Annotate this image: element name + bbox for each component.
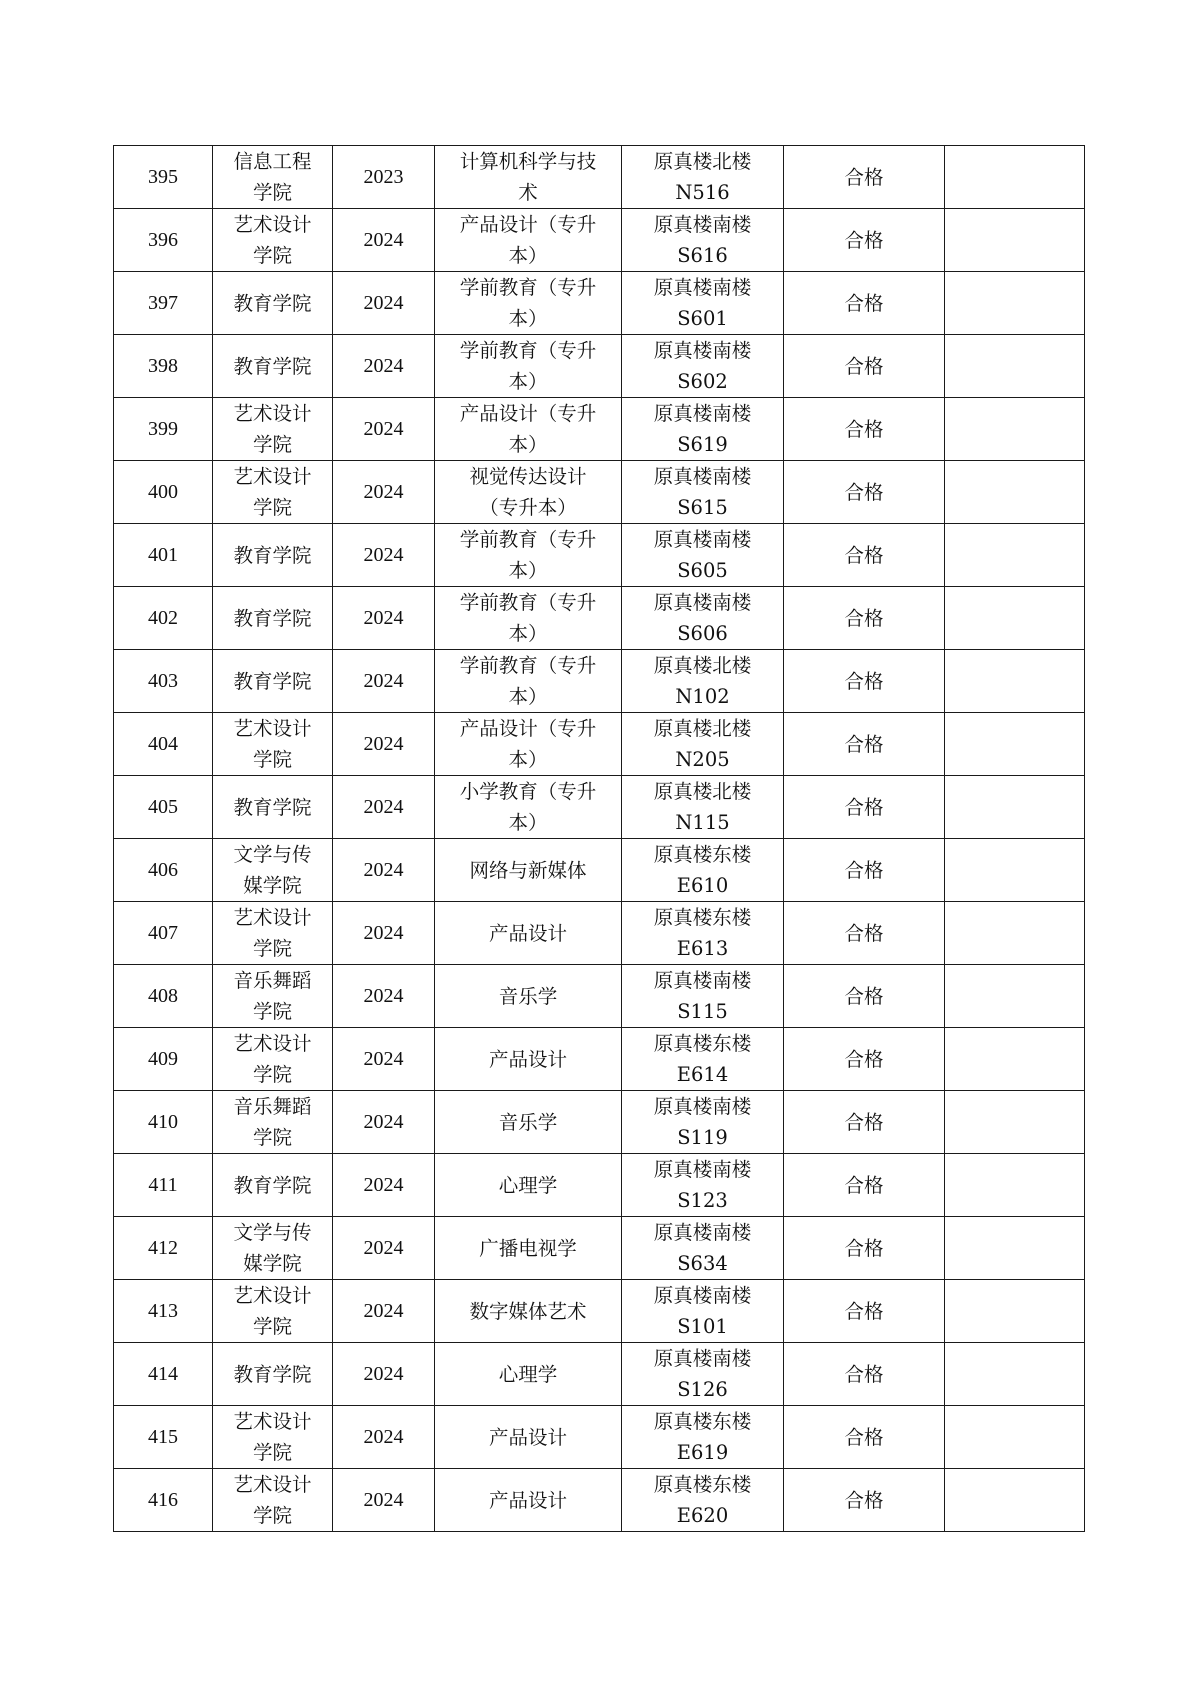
row-number-cell: 400 [114,461,213,524]
room-cell-line: 原真楼南楼 [653,1347,752,1370]
result-cell: 合格 [784,587,945,650]
remark-cell [945,146,1085,209]
table-row [114,146,1085,209]
room-cell [622,839,784,902]
year-cell: 2024 [333,1469,435,1532]
major-cell-line: 本） [508,811,548,834]
year-cell: 2024 [333,902,435,965]
remark-cell [945,839,1085,902]
major-cell-line: 心理学 [498,1362,558,1386]
college-cell-line: 教育学院 [233,291,312,315]
college-cell-line: 艺术设计 [233,465,312,488]
room-cell-line: N102 [675,685,730,708]
college-cell [213,146,333,209]
college-cell-line: 媒学院 [243,1252,302,1275]
year-cell: 2024 [333,461,435,524]
room-cell [622,461,784,524]
year-cell: 2024 [333,650,435,713]
major-cell-line: 学前教育（专升 [459,654,597,677]
result-cell: 合格 [784,776,945,839]
major-cell-line: 心理学 [498,1173,558,1197]
college-cell-line: 媒学院 [243,874,302,897]
row-number-cell: 401 [114,524,213,587]
college-cell [213,965,333,1028]
major-cell [435,1343,622,1406]
result-cell: 合格 [784,650,945,713]
room-cell [622,1091,784,1154]
college-cell-line: 艺术设计 [233,402,312,425]
college-cell-line: 音乐舞蹈 [233,1095,312,1118]
major-cell [435,524,622,587]
room-cell-line: 原真楼东楼 [653,906,752,929]
room-cell-line: 原真楼南楼 [653,213,752,236]
remark-cell [945,335,1085,398]
major-cell [435,713,622,776]
room-cell [622,965,784,1028]
room-cell-line: E610 [676,874,729,897]
room-cell [622,1154,784,1217]
major-cell [435,1091,622,1154]
major-cell [435,461,622,524]
result-cell: 合格 [784,1280,945,1343]
major-cell-line: 本） [508,307,548,330]
college-cell [213,1091,333,1154]
major-cell [435,335,622,398]
result-cell: 合格 [784,1406,945,1469]
row-number-cell: 396 [114,209,213,272]
major-cell-line: 学前教育（专升 [459,528,597,551]
room-cell [622,272,784,335]
major-cell-line: 音乐学 [498,1110,558,1134]
room-cell-line: S616 [677,244,728,267]
remark-cell [945,587,1085,650]
table-row [114,1469,1085,1532]
result-cell: 合格 [784,272,945,335]
result-cell: 合格 [784,398,945,461]
major-cell [435,146,622,209]
room-cell-line: 原真楼南楼 [653,276,752,299]
table-row [114,839,1085,902]
major-cell [435,902,622,965]
major-cell [435,272,622,335]
row-number-cell: 408 [114,965,213,1028]
room-cell-line: 原真楼南楼 [653,591,752,614]
remark-cell [945,1091,1085,1154]
table-row [114,461,1085,524]
major-cell-line: 音乐学 [498,984,558,1008]
year-cell: 2024 [333,1217,435,1280]
room-cell [622,1406,784,1469]
row-number-cell: 404 [114,713,213,776]
room-cell-line: S115 [677,1000,728,1023]
college-cell-line: 艺术设计 [233,1284,312,1307]
year-cell: 2023 [333,146,435,209]
row-number-cell: 411 [114,1154,213,1217]
college-cell-line: 学院 [252,244,292,267]
college-cell [213,209,333,272]
major-cell-line: 学前教育（专升 [459,591,597,614]
college-cell [213,839,333,902]
room-cell-line: N205 [675,748,730,771]
major-cell-line: 网络与新媒体 [469,858,587,882]
college-cell [213,1280,333,1343]
remark-cell [945,1343,1085,1406]
year-cell: 2024 [333,1343,435,1406]
inspection-table [113,145,1085,1532]
table-row [114,272,1085,335]
college-cell [213,524,333,587]
row-number-cell: 412 [114,1217,213,1280]
major-cell-line: （专升本） [479,496,577,519]
table-row [114,965,1085,1028]
college-cell [213,335,333,398]
room-cell-line: S601 [677,307,728,330]
room-cell-line: 原真楼东楼 [653,843,752,866]
major-cell [435,1217,622,1280]
room-cell-line: S606 [677,622,728,645]
major-cell-line: 数字媒体艺术 [469,1299,587,1323]
room-cell-line: 原真楼南楼 [653,1158,752,1181]
row-number-cell: 407 [114,902,213,965]
college-cell-line: 教育学院 [233,543,312,567]
college-cell [213,1406,333,1469]
major-cell [435,1406,622,1469]
result-cell: 合格 [784,524,945,587]
room-cell-line: S123 [677,1189,728,1212]
row-number-cell: 410 [114,1091,213,1154]
room-cell [622,1469,784,1532]
college-cell-line: 艺术设计 [233,213,312,236]
result-cell: 合格 [784,1343,945,1406]
major-cell-line: 计算机科学与技 [459,150,597,173]
college-cell [213,272,333,335]
result-cell: 合格 [784,1217,945,1280]
major-cell [435,1154,622,1217]
major-cell-line: 本） [508,685,548,708]
major-cell-line: 本） [508,622,548,645]
row-number-cell: 416 [114,1469,213,1532]
college-cell-line: 教育学院 [233,354,312,378]
row-number-cell: 406 [114,839,213,902]
result-cell: 合格 [784,713,945,776]
result-cell: 合格 [784,146,945,209]
room-cell-line: 原真楼南楼 [653,969,752,992]
table-row [114,1028,1085,1091]
year-cell: 2024 [333,965,435,1028]
row-number-cell: 414 [114,1343,213,1406]
remark-cell [945,650,1085,713]
table-row [114,776,1085,839]
year-cell: 2024 [333,776,435,839]
table-row [114,524,1085,587]
result-cell: 合格 [784,965,945,1028]
college-cell-line: 学院 [252,496,292,519]
table-row [114,587,1085,650]
room-cell-line: 原真楼北楼 [653,780,752,803]
room-cell [622,209,784,272]
room-cell-line: 原真楼南楼 [653,465,752,488]
row-number-cell: 409 [114,1028,213,1091]
remark-cell [945,1154,1085,1217]
major-cell [435,965,622,1028]
table-row [114,1154,1085,1217]
table-row [114,398,1085,461]
major-cell-line: 小学教育（专升 [459,780,597,803]
room-cell-line: 原真楼东楼 [653,1410,752,1433]
room-cell [622,650,784,713]
room-cell-line: E613 [676,937,729,960]
college-cell-line: 学院 [252,1504,292,1527]
result-cell: 合格 [784,1469,945,1532]
row-number-cell: 402 [114,587,213,650]
college-cell-line: 音乐舞蹈 [233,969,312,992]
remark-cell [945,1217,1085,1280]
college-cell [213,650,333,713]
year-cell: 2024 [333,272,435,335]
room-cell [622,1343,784,1406]
major-cell-line: 本） [508,370,548,393]
remark-cell [945,461,1085,524]
table-row [114,209,1085,272]
room-cell-line: S634 [677,1252,728,1275]
major-cell [435,398,622,461]
year-cell: 2024 [333,1028,435,1091]
room-cell [622,776,784,839]
remark-cell [945,902,1085,965]
college-cell [213,1469,333,1532]
college-cell-line: 学院 [252,433,292,456]
room-cell [622,1217,784,1280]
result-cell: 合格 [784,1154,945,1217]
room-cell-line: 原真楼北楼 [653,654,752,677]
college-cell-line: 学院 [252,1000,292,1023]
room-cell-line: S615 [677,496,728,519]
table-row [114,335,1085,398]
room-cell [622,713,784,776]
college-cell-line: 艺术设计 [233,1473,312,1496]
major-cell-line: 产品设计（专升 [459,213,597,236]
row-number-cell: 399 [114,398,213,461]
remark-cell [945,272,1085,335]
room-cell-line: 原真楼南楼 [653,1095,752,1118]
room-cell [622,335,784,398]
major-cell [435,587,622,650]
room-cell [622,146,784,209]
major-cell [435,209,622,272]
room-cell [622,902,784,965]
row-number-cell: 413 [114,1280,213,1343]
major-cell-line: 本） [508,433,548,456]
college-cell-line: 文学与传 [233,1221,312,1244]
room-cell-line: 原真楼南楼 [653,1221,752,1244]
room-cell-line: S605 [677,559,728,582]
result-cell: 合格 [784,839,945,902]
result-cell: 合格 [784,1028,945,1091]
major-cell-line: 视觉传达设计 [469,465,587,488]
room-cell-line: 原真楼北楼 [653,717,752,740]
major-cell-line: 产品设计（专升 [459,402,597,425]
room-cell-line: 原真楼南楼 [653,339,752,362]
year-cell: 2024 [333,713,435,776]
college-cell-line: 教育学院 [233,795,312,819]
major-cell-line: 本） [508,748,548,771]
year-cell: 2024 [333,1406,435,1469]
remark-cell [945,1469,1085,1532]
room-cell-line: 原真楼南楼 [653,1284,752,1307]
room-cell-line: 原真楼南楼 [653,402,752,425]
row-number-cell: 395 [114,146,213,209]
room-cell-line: S619 [677,433,728,456]
major-cell [435,839,622,902]
college-cell-line: 学院 [252,937,292,960]
year-cell: 2024 [333,524,435,587]
college-cell-line: 学院 [252,1126,292,1149]
remark-cell [945,713,1085,776]
major-cell-line: 产品设计 [488,1425,567,1449]
major-cell-line: 本） [508,244,548,267]
room-cell-line: 原真楼北楼 [653,150,752,173]
room-cell [622,587,784,650]
college-cell [213,587,333,650]
year-cell: 2024 [333,1091,435,1154]
room-cell-line: S602 [677,370,728,393]
major-cell [435,1028,622,1091]
college-cell-line: 教育学院 [233,606,312,630]
remark-cell [945,209,1085,272]
college-cell-line: 学院 [252,1063,292,1086]
remark-cell [945,1406,1085,1469]
college-cell [213,1028,333,1091]
college-cell-line: 教育学院 [233,1173,312,1197]
college-cell-line: 学院 [252,1441,292,1464]
college-cell [213,1217,333,1280]
table-row [114,1406,1085,1469]
major-cell-line: 产品设计 [488,921,567,945]
year-cell: 2024 [333,335,435,398]
table-row [114,713,1085,776]
major-cell-line: 广播电视学 [479,1236,577,1260]
remark-cell [945,398,1085,461]
college-cell-line: 教育学院 [233,669,312,693]
room-cell [622,524,784,587]
row-number-cell: 397 [114,272,213,335]
result-cell: 合格 [784,209,945,272]
remark-cell [945,1280,1085,1343]
room-cell-line: 原真楼东楼 [653,1032,752,1055]
room-cell-line: S119 [677,1126,728,1149]
college-cell-line: 信息工程 [233,150,312,173]
major-cell [435,1280,622,1343]
college-cell-line: 艺术设计 [233,1032,312,1055]
major-cell-line: 学前教育（专升 [459,276,597,299]
table-row [114,1280,1085,1343]
result-cell: 合格 [784,335,945,398]
college-cell-line: 学院 [252,181,292,204]
college-cell [213,398,333,461]
result-cell: 合格 [784,1091,945,1154]
table-row [114,1343,1085,1406]
table-row [114,650,1085,713]
room-cell-line: E614 [676,1063,729,1086]
college-cell-line: 教育学院 [233,1362,312,1386]
year-cell: 2024 [333,1154,435,1217]
result-cell: 合格 [784,902,945,965]
room-cell-line: S126 [677,1378,728,1401]
row-number-cell: 398 [114,335,213,398]
remark-cell [945,965,1085,1028]
room-cell-line: 原真楼东楼 [653,1473,752,1496]
college-cell-line: 艺术设计 [233,717,312,740]
major-cell-line: 术 [518,181,538,204]
major-cell-line: 本） [508,559,548,582]
remark-cell [945,524,1085,587]
room-cell-line: E620 [676,1504,729,1527]
college-cell [213,902,333,965]
college-cell [213,713,333,776]
college-cell-line: 艺术设计 [233,906,312,929]
college-cell-line: 学院 [252,1315,292,1338]
major-cell [435,776,622,839]
major-cell-line: 产品设计（专升 [459,717,597,740]
room-cell [622,1280,784,1343]
year-cell: 2024 [333,209,435,272]
room-cell-line: E619 [676,1441,729,1464]
year-cell: 2024 [333,398,435,461]
remark-cell [945,776,1085,839]
major-cell-line: 产品设计 [488,1488,567,1512]
year-cell: 2024 [333,587,435,650]
year-cell: 2024 [333,1280,435,1343]
room-cell-line: N115 [675,811,730,834]
row-number-cell: 403 [114,650,213,713]
table-row [114,1091,1085,1154]
room-cell [622,1028,784,1091]
table-row [114,902,1085,965]
college-cell [213,1154,333,1217]
room-cell [622,398,784,461]
major-cell [435,650,622,713]
remark-cell [945,1028,1085,1091]
major-cell-line: 学前教育（专升 [459,339,597,362]
room-cell-line: N516 [675,181,730,204]
room-cell-line: 原真楼南楼 [653,528,752,551]
room-cell-line: S101 [677,1315,728,1338]
row-number-cell: 405 [114,776,213,839]
result-cell: 合格 [784,461,945,524]
college-cell [213,1343,333,1406]
college-cell [213,776,333,839]
college-cell [213,461,333,524]
year-cell: 2024 [333,839,435,902]
college-cell-line: 学院 [252,748,292,771]
major-cell [435,1469,622,1532]
row-number-cell: 415 [114,1406,213,1469]
major-cell-line: 产品设计 [488,1047,567,1071]
table-row [114,1217,1085,1280]
table-body [114,146,1085,1532]
college-cell-line: 文学与传 [233,843,312,866]
college-cell-line: 艺术设计 [233,1410,312,1433]
